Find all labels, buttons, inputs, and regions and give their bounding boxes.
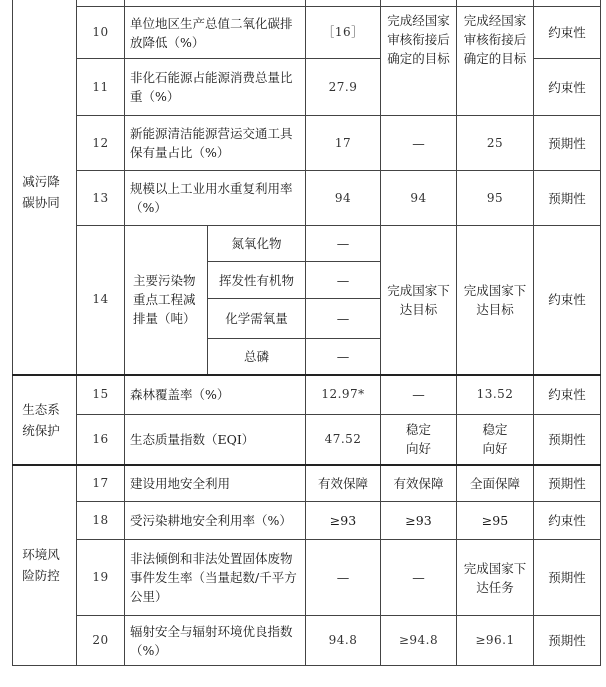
indicator-name: 非化石能源占能源消费总量比重（%）	[125, 59, 306, 116]
value-target: ≥96.1	[457, 616, 534, 666]
attribute: 约束性	[534, 59, 601, 116]
attribute: 预期性	[534, 171, 601, 226]
row-number: 15	[77, 375, 125, 415]
attribute: 预期性	[534, 116, 601, 171]
table-row	[13, 502, 601, 540]
indicator-name: 辐射安全与辐射环境优良指数（%）	[125, 616, 306, 666]
table-row	[13, 465, 601, 502]
row-number: 13	[77, 171, 125, 226]
value-target: 13.52	[457, 375, 534, 415]
value-mid: —	[381, 375, 457, 415]
value-mid: 完成国家下达目标	[381, 226, 457, 375]
row-number: 20	[77, 616, 125, 666]
value-base: ≥93	[306, 502, 381, 540]
row-number: 11	[77, 59, 125, 116]
category-label-eco: 生态系统保护	[13, 375, 77, 465]
value-target: 完成国家下达目标	[457, 226, 534, 375]
indicator-name: 新能源清洁能源营运交通工具保有量占比（%）	[125, 116, 306, 171]
indicator-name: 规模以上工业用水重复利用率（%）	[125, 171, 306, 226]
table-row	[13, 540, 601, 616]
indicator-name: 非法倾倒和非法处置固体废物事件发生率（当量起数/千平方公里）	[125, 540, 306, 616]
value-base: 27.9	[306, 59, 381, 116]
row-number: 14	[77, 226, 125, 375]
row-number: 10	[77, 7, 125, 59]
value-mid: 稳定向好	[381, 415, 457, 465]
table-row	[13, 415, 601, 465]
value-base: —	[306, 540, 381, 616]
value-base: 12.97*	[306, 375, 381, 415]
category-label-risk: 环境风险防控	[13, 465, 77, 666]
value-target: 完成经国家审核衔接后确定的目标	[457, 7, 534, 116]
value-target: 完成国家下达任务	[457, 540, 534, 616]
table-row	[13, 616, 601, 666]
value-base: —	[306, 262, 381, 299]
indicator-table	[12, 0, 601, 666]
attribute: 预期性	[534, 415, 601, 465]
row-number: 19	[77, 540, 125, 616]
attribute: 约束性	[534, 375, 601, 415]
table-row	[13, 375, 601, 415]
table-row	[13, 171, 601, 226]
attribute: 预期性	[534, 465, 601, 502]
value-mid: —	[381, 540, 457, 616]
category-cell-carbon	[13, 7, 77, 59]
category-label-carbon: 减污降碳协同	[13, 171, 77, 226]
row-number: 12	[77, 116, 125, 171]
indicator-name: 生态质量指数（EQI）	[125, 415, 306, 465]
indicator-name: 森林覆盖率（%）	[125, 375, 306, 415]
attribute: 约束性	[534, 226, 601, 375]
attribute: 预期性	[534, 540, 601, 616]
indicator-name: 单位地区生产总值二氧化碳排放降低（%）	[125, 7, 306, 59]
value-base: 17	[306, 116, 381, 171]
value-target: 25	[457, 116, 534, 171]
row-number: 16	[77, 415, 125, 465]
indicator-name: 主要污染物重点工程减排量（吨）	[125, 226, 208, 375]
table-row	[13, 116, 601, 171]
sub-indicator: 化学需氧量	[208, 299, 306, 339]
table-row	[13, 226, 601, 262]
value-mid: 完成经国家审核衔接后确定的目标	[381, 7, 457, 116]
value-base: —	[306, 226, 381, 262]
value-target: 95	[457, 171, 534, 226]
value-mid: ≥93	[381, 502, 457, 540]
value-mid: —	[381, 116, 457, 171]
value-mid: 有效保障	[381, 465, 457, 502]
indicator-name: 建设用地安全利用	[125, 465, 306, 502]
value-mid: 94	[381, 171, 457, 226]
attribute: 约束性	[534, 502, 601, 540]
value-base: 94.8	[306, 616, 381, 666]
sub-indicator: 总磷	[208, 339, 306, 375]
value-base: —	[306, 339, 381, 375]
value-target: 稳定向好	[457, 415, 534, 465]
value-base: ［16］	[306, 7, 381, 59]
row-number: 17	[77, 465, 125, 502]
attribute: 约束性	[534, 7, 601, 59]
indicator-name: 受污染耕地安全利用率（%）	[125, 502, 306, 540]
value-base: 94	[306, 171, 381, 226]
table-row	[13, 7, 601, 59]
value-base: 有效保障	[306, 465, 381, 502]
attribute: 预期性	[534, 616, 601, 666]
row-number: 18	[77, 502, 125, 540]
value-base: 47.52	[306, 415, 381, 465]
value-base: —	[306, 299, 381, 339]
value-target: 全面保障	[457, 465, 534, 502]
sub-indicator: 氮氧化物	[208, 226, 306, 262]
value-mid: ≥94.8	[381, 616, 457, 666]
sub-indicator: 挥发性有机物	[208, 262, 306, 299]
value-target: ≥95	[457, 502, 534, 540]
